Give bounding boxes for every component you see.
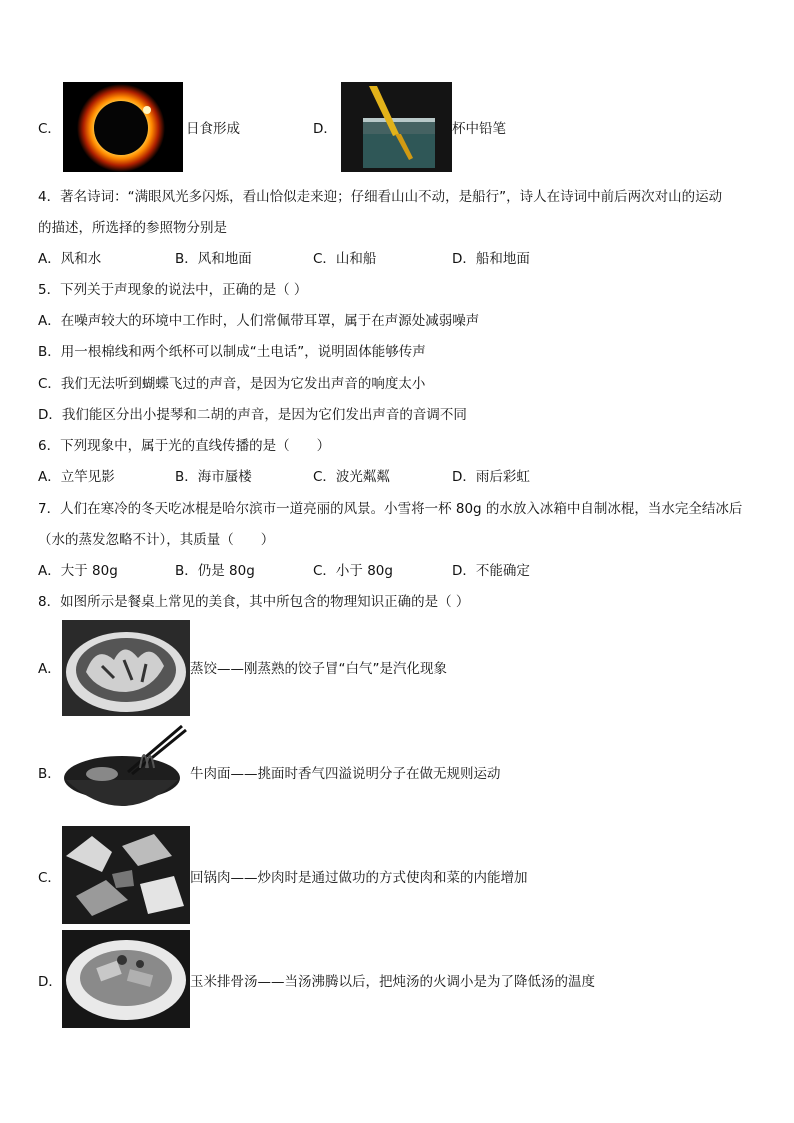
q7-stem-line2: （水的蒸发忽略不计），其质量（ ）	[38, 532, 275, 548]
q3-option-d-text: 杯中铅笔	[452, 121, 506, 137]
q8-option-c-label: C．	[38, 870, 61, 886]
q5-option-c: C．我们无法听到蝴蝶飞过的声音，是因为它发出声音的响度太小	[38, 376, 426, 392]
q7-stem-line1: 7．人们在寒冷的冬天吃冰棍是哈尔滨市一道亮丽的风景。小雪将一杯 80g 的水放入冰箱中自制冰棍，当水完全结冰后	[38, 501, 743, 517]
solar-eclipse-image	[63, 82, 183, 172]
q6-stem: 6．下列现象中，属于光的直线传播的是（ ）	[38, 438, 331, 454]
q8-option-b-text: 牛肉面——挑面时香气四溢说明分子在做无规则运动	[190, 766, 501, 782]
q4-option-d: D．船和地面	[452, 251, 530, 267]
q6-option-d: D．雨后彩虹	[452, 469, 530, 485]
q4-option-c: C．山和船	[313, 251, 377, 267]
q8-option-a-text: 蒸饺——刚蒸熟的饺子冒“白气”是汽化现象	[190, 661, 447, 677]
q5-option-d: D．我们能区分出小提琴和二胡的声音，是因为它们发出声音的音调不同	[38, 407, 467, 423]
q8-stem: 8．如图所示是餐桌上常见的美食，其中所包含的物理知识正确的是（ ）	[38, 594, 470, 610]
q8-option-a-label: A．	[38, 661, 61, 677]
q7-option-c: C．小于 80g	[313, 563, 393, 579]
q5-option-b: B．用一根棉线和两个纸杯可以制成“土电话”，说明固体能够传声	[38, 344, 426, 360]
beef-noodles-image	[62, 722, 190, 820]
q3-option-c-text: 日食形成	[186, 121, 240, 137]
q4-stem-line1: 4．著名诗词：“满眼风光多闪烁，看山恰似走来迎；仔细看山山不动，是船行”，诗人在诗词中前后两次对山的运动	[38, 189, 723, 205]
q5-stem: 5．下列关于声现象的说法中，正确的是（ ）	[38, 282, 308, 298]
q8-option-b-label: B．	[38, 766, 61, 782]
q5-option-a: A．在噪声较大的环境中工作时，人们常佩带耳罩，属于在声源处减弱噪声	[38, 313, 480, 329]
q4-option-a: A．风和水	[38, 251, 102, 267]
corn-rib-soup-image	[62, 930, 190, 1028]
q6-option-c: C．波光粼粼	[313, 469, 390, 485]
q4-option-b: B．风和地面	[175, 251, 252, 267]
q8-option-d-text: 玉米排骨汤——当汤沸腾以后，把炖汤的火调小是为了降低汤的温度	[190, 974, 595, 990]
q8-option-c-text: 回锅肉——炒肉时是通过做功的方式使肉和菜的内能增加	[190, 870, 528, 886]
q7-option-d: D．不能确定	[452, 563, 530, 579]
q8-option-d-label: D．	[38, 974, 62, 990]
q7-option-b: B．仍是 80g	[175, 563, 255, 579]
q4-stem-line2: 的描述，所选择的参照物分别是	[38, 220, 227, 236]
q7-option-a: A．大于 80g	[38, 563, 118, 579]
q3-option-c-label: C．	[38, 121, 61, 137]
pencil-in-cup-image	[341, 82, 452, 172]
twice-cooked-pork-image	[62, 826, 190, 924]
q3-option-d-label: D．	[313, 121, 337, 137]
q6-option-b: B．海市蜃楼	[175, 469, 252, 485]
q6-option-a: A．立竿见影	[38, 469, 115, 485]
steamed-dumplings-image	[62, 620, 190, 716]
